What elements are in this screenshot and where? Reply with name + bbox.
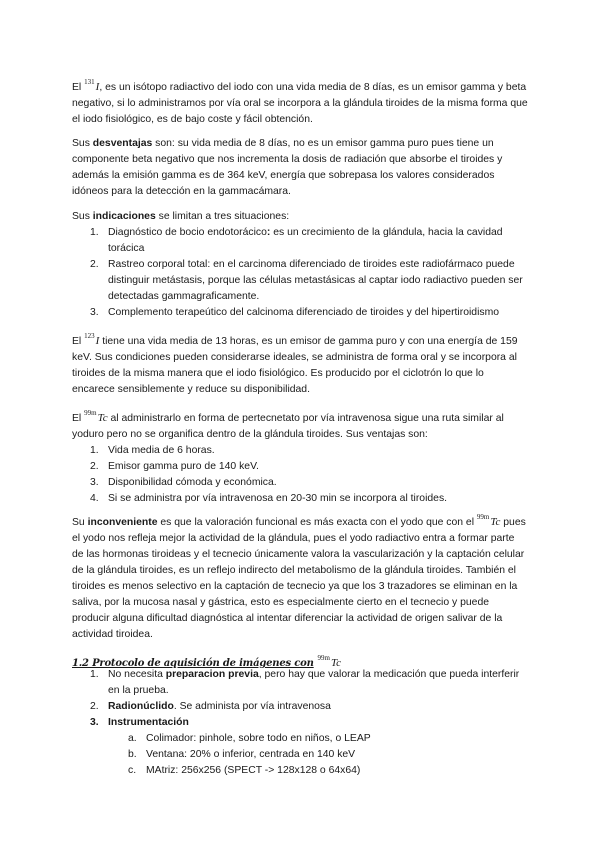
list-number: 3. [90,307,99,318]
list-item-text: Emisor gamma puro de 140 keV. [108,461,259,472]
isotope-symbol: Tc [97,412,108,424]
list-item-text: Diagnóstico de bocio endotorácico [108,227,267,238]
paragraph-i131 [72,74,528,128]
sub-list-text: MAtriz: 256x256 (SPECT -> 128x128 o 64x64) [146,765,361,776]
list-number: 2. [90,701,99,712]
protocol-list [72,667,528,731]
list-number: 1. [90,445,99,456]
isotope-symbol: I [95,335,100,347]
isotope-symbol: Tc [330,657,341,669]
paragraph-text: tiene una vida media de 13 horas, es un emisor de gamma puro y con una energía de 159 keV. Sus condiciones pueden considerarse ideales, se administra de forma oral y se incorpora al tiroides de la misma manera que el iodo fisiológico. Es producido por el ciclotrón lo que lo encarece sensiblemente y reduce su disponibilidad. [72,336,518,395]
sub-list-letter: c. [128,765,137,776]
sub-list-letter: b. [128,749,137,760]
paragraph-text: al administrarlo en forma de pertecnetato por vía intravenosa sigue una ruta similar al yoduro pero no se organifica dentro de la glándula tiroides. Sus ventajas son: [72,413,504,440]
list-item [72,305,528,321]
isotope-mass: 99m [84,409,97,417]
paragraph-text: son: su vida media de 8 días, no es un emisor gamma puro pues tiene un componente beta negativo que nos incrementa la dosis de radiación que absorbe el tiroides y además la emisión gamma es de 364 keV, energía que sobrepasa los valores considerados idóneos para la detección en la gammacámara. [72,138,503,197]
list-item [72,257,528,305]
list-item [72,443,528,459]
isotope-mass: 131 [84,78,95,86]
isotope-i131 [84,78,100,93]
list-item-bold: : [266,227,271,238]
isotope-symbol: I [95,81,100,93]
list-number: 4. [90,493,99,504]
list-item-text: Vida media de 6 horas. [108,445,215,456]
list-item-text: Disponibilidad cómoda y económica. [108,477,277,488]
text-prefix: El [72,413,82,424]
text-prefix: Su [72,517,88,528]
section-title: 1.2 Protocolo de aquisición de imágenes con [72,658,314,669]
list-item [72,491,528,507]
text-prefix: Sus [72,138,93,149]
list-item [72,699,528,715]
list-item-text: Rastreo corporal total: en el carcinoma diferenciado de tiroides este radiofármaco puede distinguir metástasis, porque las células metastásicas al captar iodo radiactivo pueden ser detectadas gammagraficamente. [108,259,523,302]
isotope-mass: 99m [476,513,490,521]
list-item [72,459,528,475]
paragraph-text: , es un isótopo radiactivo del iodo con una vida media de 8 días, es un emisor gamma y beta negativo, si lo administramos por vía oral se incorpora a la glándula tiroides de la misma forma que el iodo fisiológico, es de bajo coste y fácil obtención. [72,82,528,125]
list-number: 1. [90,669,99,680]
list-item-bold: preparacion previa [165,669,259,680]
sub-list-text: Colimador: pinhole, sobre todo en niños, o LEAP [146,733,371,744]
list-number: 1. [90,227,99,238]
instrumentation-list [72,731,528,779]
bold-term: desventajas [92,138,153,149]
isotope-symbol: Tc [490,516,501,528]
sub-list-item [72,747,528,763]
paragraph-tc99m [72,405,528,507]
isotope-tc99m [476,513,501,528]
list-item [72,225,528,257]
indicaciones-list [72,225,528,321]
paragraph-i123 [72,328,528,398]
bold-term: indicaciones [92,211,156,222]
paragraph-desventajas [72,136,528,200]
list-item-text: Complemento terapeútico del calcinoma diferenciado de tiroides y del hipertiroidismo [108,307,500,318]
paragraph-indicaciones [72,209,528,321]
list-number: 3. [90,477,99,488]
list-item-rest: . Se administa por vía intravenosa [173,701,331,712]
text-prefix: Sus [72,211,93,222]
isotope-mass: 123 [84,332,95,340]
isotope-tc99m [84,409,108,424]
list-item-text: No necesita [108,669,166,680]
paragraph-text: es que la valoración funcional es más exacta con el yodo que con el [157,517,475,528]
list-item-rest: , pero hay que valorar la medicación que pueda interferir en la prueba. [108,669,520,696]
sub-list-text: Ventana: 20% o inferior, centrada en 140 keV [146,749,356,760]
list-number: 2. [90,259,99,270]
bold-term: inconveniente [87,517,158,528]
sub-list-item [72,731,528,747]
list-number: 3. [90,717,99,728]
list-item [72,715,528,731]
list-item-bold: Radionúclido [108,701,174,712]
paragraph-inconveniente [72,509,528,643]
sub-list-item [72,763,528,779]
paragraph-text: pues el yodo nos refleja mejor la actividad de la glándula, pues el yodo radiactivo entra a formar parte de las hormonas tiroideas y el tecnecio únicamente valora la vascularización y la captación celular de la glándula tiroides, es un reflejo indirecto del metabolismo de la glándula tiroides. También el tiroides es menos selectivo en la captación de tecnecio ya que los 3 trazadores se eliminan en la saliva, por la mucosa nasal y gástrica, esto es especialmente cierto en el tecnecio y puede producir alguna dificultad diagnóstica al intentar diferenciar la actividad de origen salivar de la actividad tiroidea. [72,517,526,640]
list-item-bold: Instrumentación [108,717,189,728]
sub-list-letter: a. [128,733,137,744]
paragraph-text: se limitan a tres situaciones: [155,211,290,222]
list-number: 2. [90,461,99,472]
text-prefix: El [72,82,82,93]
text-prefix: El [72,336,82,347]
isotope-i123 [84,332,100,347]
list-item [72,667,528,699]
ventajas-list [72,443,528,507]
protocol-section [72,667,528,779]
list-item-text: Si se administra por vía intravenosa en 20-30 min se incorpora al tiroides. [108,493,448,504]
list-item-rest: es un crecimiento de la glándula, hacia la cavidad torácica [108,227,503,254]
list-item [72,475,528,491]
isotope-mass: 99m [317,654,330,662]
